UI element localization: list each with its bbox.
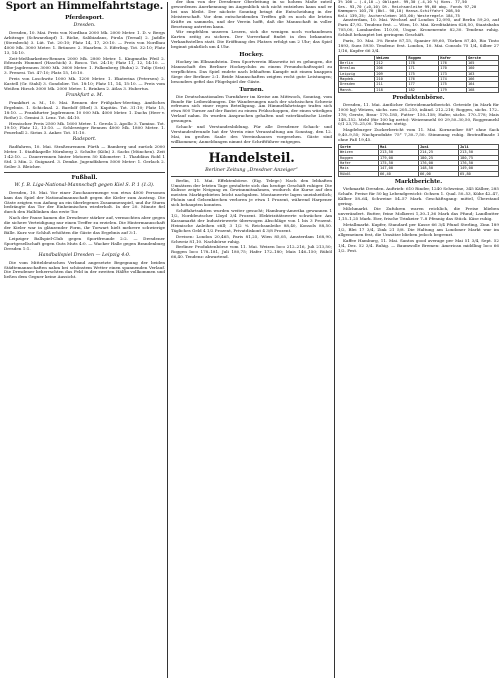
- divider: [4, 172, 165, 173]
- table-cell: 147,00: [379, 166, 419, 171]
- article-paragraph: Kaffee Hamburg, 11. Mai. Santos good average per Mai 51 3/4, Sept. 52 1/4, Dez. 52 3/4. Ruhig. — Baumwolle Bremen: American middling loco 66 1/2. Fest.: [338, 237, 499, 253]
- article-paragraph: Preis von Loschwitz 1000 Mk. 1200 Meter. 1. Ekaterina (Petersen) 2. Kastell (Gr. Stahl) 3. Gondolier. Tot. 18:10; Platz 11, 14, 15:10. — Preis vom Weißen Hirsch 3000 Mk. 2000 Meter. 1. Brinken 2. Atlas 3. Hubertus.: [4, 76, 165, 91]
- section-heading: Produktenbörse.: [392, 94, 445, 101]
- table-header-cell: Roggen: [407, 55, 439, 60]
- table-cell: 212: [375, 61, 407, 66]
- article-paragraph: Zeit-Meßbarkeiten-Rennen 2000 Mk. 2800 Meter. 1. Kingmuths Pfeil 2. Edwards Hummel (Haschick) 3. Bosco. Tot. 24:10; Platz 11, 12, 14:10. — Elbe-Jagdrennen 3000 Mk. 3600 Meter. 1. Falkenberg (Ruhn) 2. Tulip (Seiz) 3. Frenesi. Tot. 47:10; Platz 15, 16:10.: [4, 55, 165, 76]
- section-heading: Turnen.: [239, 86, 264, 93]
- table-cell: Mannh.: [339, 87, 375, 92]
- table-cell: Mais: [339, 166, 379, 171]
- table-cell: 206: [375, 66, 407, 71]
- table-cell: 180,75: [459, 155, 499, 160]
- table-cell: 210: [375, 76, 407, 81]
- table-cell: 65,80: [459, 171, 499, 176]
- table-cell: Roggen: [339, 155, 379, 160]
- article-paragraph: Hessischer Preis 2500 Mk. 1600 Meter. 1. Gerola 2. Apollo 3. Tamino. Tot. 19:10; Platz 12, 13:10. — Schleswiger Rennen 4000 Mk. 1800 Meter. 1. Feuerball 2. Sirius 3. Anker. Tot. 51:10.: [4, 120, 165, 136]
- article-paragraph: der ihm von der Dresdener Oberleitung in so hohem Maße zuteil gewordenen Anerkennung im Augenblick sich nicht entziehen kann und er bei uns bleibt. Der nächste Sonntag bringt die Entscheidung in der Meisterschaft. Vor dem entscheidenden Treffen gilt es noch die letzten Kräfte zu sammeln, und der Verein hofft, daß die Mannschaft in voller Besetzung antreten kann.: [171, 0, 332, 29]
- table-cell: 175: [439, 82, 467, 87]
- table-cell: 211: [375, 82, 407, 87]
- table-cell: 175,50: [379, 160, 419, 165]
- table-cell: 160: [466, 66, 498, 71]
- table-header-cell: Weizen: [375, 55, 407, 60]
- table-cell: 164: [466, 82, 498, 87]
- table-cell: 176,00: [419, 160, 459, 165]
- table-cell: 213,50: [379, 150, 419, 155]
- article-paragraph: Schiffahrtsaktien wurden weiter gesucht; Hamburg-Amerika gewannen 1 1/2, Norddeutscher Lloyd 3/4 Prozent. Elektrizitätswerte schwächer. Am Kassamarkt der Industriewerte überwogen Abschläge von 1 bis 3 Prozent. Heimische Anleihen still; 3 1/2 % Reichsanleihe 88,40, Konsols 88,50. Tägliches Geld 4 1/2 Prozent, Privatdiskont 4 3/8 Prozent.: [171, 208, 332, 233]
- place-heading: Frankfurt a. M.: [65, 92, 104, 98]
- quote-line: Kali 139,25; Aschersleben 163,00; Westeregeln 184,75: [338, 12, 460, 18]
- handel-headline: Handelsteil.: [208, 150, 295, 166]
- table-header-cell: Juni: [419, 145, 459, 150]
- article-paragraph: Dresden, 10. Mai. Preis von Nordbau 2000 Mk. 2000 Meter. 1. D. v. Bergs Arbitrage (Schwarzkopf) 1. Ricke, Salibiadans, Pirola (Ternal) 2. Jaddle (Sternbeck) 3. Lüt. Tot. 20:10; Platz 14, 17, 20:10. — Preis von Nordbau 4000 Mk. 3000 Meter. 1. Brünner. 2. Haarlem. 3. Eiferling. Tot. 32:10; Platz 13, 14:10.: [4, 30, 165, 55]
- table-cell: Rüböl: [339, 171, 379, 176]
- table-header-cell: Juli: [459, 145, 499, 150]
- table-header-cell: Mai: [379, 145, 419, 150]
- article-paragraph: Paris, 10. Mai. 3% Rente 87,15, Spanier 89,60, Türken 87,40, Rio Tinto 1893, Suez 5930. Tendenz: fest. London, 10. Mai. Consols 75 1/4, Silber 27 1/16, Kupfer 66 3/4.: [338, 38, 499, 53]
- article-paragraph: Nach der Pause kamen die Dresdener stärker auf, vermochten aber gegen die sichere Verteidigung nur einen Treffer zu erzielen. Die Hintermannschaft der Kieler war in glänzender Form, ihr Torwart hielt mehrere schwierige Bälle. Kurz vor Schluß erhöhten die Gäste das Ergebnis auf 3:1.: [4, 215, 165, 235]
- table-cell: 173: [439, 71, 467, 76]
- table-cell: 182: [407, 87, 439, 92]
- table-cell: Weizen: [339, 150, 379, 155]
- table-cell: 178: [407, 61, 439, 66]
- table-cell: Magdeb.: [339, 76, 375, 81]
- table-cell: 214,25: [419, 150, 459, 155]
- table-cell: 166: [466, 76, 498, 81]
- table-cell: 148,50: [419, 166, 459, 171]
- grain-price-table: [338, 55, 499, 93]
- place-heading: Radsport.: [72, 137, 97, 143]
- column-right: [338, 0, 499, 680]
- table-row: [339, 87, 499, 92]
- table-cell: 165: [466, 61, 498, 66]
- quote-line: Kammgarn 103,70 (Bbl. 98,10) Hansa-Schiffahrt 208,50: [338, 8, 460, 14]
- section-heading: Pferdesport.: [65, 15, 104, 21]
- article-paragraph: Magdeburger Zuckerbericht vom 11. Mai. Kornzucker 88° ohne Sack 9,40–9,55; Nachprodukte 75° 7,30–7,50. Stimmung ruhig. Brotraffinade I ohne Faß 19,45.: [338, 127, 499, 143]
- table-header-cell: Sorte: [339, 145, 379, 150]
- table-cell: Breslau: [339, 66, 375, 71]
- quote-line: 3% 100 — (-4,10 —) Obligat. 99,30 (-4,10 %) Kons. 77,50: [338, 0, 467, 4]
- column-rule: [334, 2, 335, 678]
- table-cell: 176,50: [459, 160, 499, 165]
- futures-price-table: [338, 144, 499, 177]
- article-paragraph: Frankfurt a. M., 10. Mai. Rennen der Frühjahrs-Meeting. Amtliches Ergebnis. 1. Schicksal. 2. Bardolf (Ebel) 3. Kapitän. Tot. 31:10; Platz 15, 18:10. — Frankfurter Jagdrennen 10 000 Mk. 4000 Meter. 1. Dachs (Herr v. Rothe) 2. Gemini 3. Lenz. Tot. 44:10.: [4, 99, 165, 120]
- table-cell: 179,00: [379, 155, 419, 160]
- table-cell: 174: [439, 76, 467, 81]
- table-cell: 66,00: [419, 171, 459, 176]
- column-middle: [171, 0, 332, 680]
- table-cell: 163: [466, 71, 498, 76]
- quote-line: Ges. 93,70 (+0,10) Dt. Reichsanleihe 99,60 abg. Fonds 97,20: [338, 3, 477, 9]
- article-paragraph: Hockey im Elbsandstein. Dem Sportverein Blasewitz ist es gelungen, die Mannschaft des Berliner Hockeyclubs zu einem Freundschaftsspiel zu verpflichten. Das Spiel endete nach lebhaftem Kampfe mit einem knappen Siege der Berliner 2:1. Beide Mannschaften zeigten recht gute Leistungen; besonders gefiel das Flügelspiel der Gäste.: [171, 59, 332, 84]
- sport-headline: Sport an Himmelfahrtstage.: [5, 1, 164, 12]
- table-cell: 171: [407, 66, 439, 71]
- article-paragraph: Metallmarkt. Kupfer, Standard per Kasse 66 3/4 Pfund Sterling, Zinn 189 1/2, Blei 17 3/4, Zink 21 5/8. Die Haltung am Londoner Markt war im allgemeinen fest, die Umsätze blieben jedoch begrenzt.: [338, 222, 499, 237]
- article-paragraph: Schach- und Verstandesbildung. Für alle Dresdener Schach- und Verstandesfreunde hat der Verein eine Veranstaltung am Sonntag, den 12. Mai, im großen Saale des Vereinshauses vorgesehen. Gäste sind willkommen; Anmeldungen nimmt der Schriftführer entgegen.: [171, 124, 332, 144]
- table-cell: Berlin: [339, 61, 375, 66]
- table-cell: 218: [375, 87, 407, 92]
- table-cell: 213,50: [459, 150, 499, 155]
- table-cell: 176: [407, 76, 439, 81]
- article-paragraph: Milchmarkt. Die Zufuhren waren reichlich, die Preise blieben unverändert. Butter, feine Molkerei 1,30–1,36 Mark das Pfund; Landbutter 1,15–1,25 Mark. Eier, frische Trinkeier 7–8 Pfennig das Stück. Käse ruhig.: [338, 206, 499, 222]
- article-paragraph: Viehmarkt Dresden. Auftrieb: 610 Rinder, 1240 Schweine, 345 Kälber, 285 Schafe. Preise für 50 kg Lebendgewicht: Ochsen 1. Qual. 50–53, Kühe 42–47, Kälber 58–64, Schweine 54–57 Mark. Geschäftsgang: mittel, Überstand gering.: [338, 185, 499, 206]
- section-heading: Fußball.: [71, 174, 98, 181]
- table-cell: 209: [375, 71, 407, 76]
- table-row: [339, 171, 499, 176]
- article-subheading: Berliner Zeitung „Dresdner Anzeiger“: [205, 167, 298, 173]
- article-paragraph: Die Deutschnationalen Turnfahrer im Kreise am Mittwoch, Sonntag, vom Bunde für Leibesübungen. Die Wanderungen nach der sächsischen Schweiz erfreuen sich einer regen Beteiligung. Am Himmelfahrtstage trafen sich etwa 800 Turner auf der Bastei zu einem Frühschoppen, der einen würdigen Verlauf nahm. Es wurden Ansprachen gehalten und vaterländische Lieder gesungen.: [171, 93, 332, 124]
- divider: [171, 176, 332, 177]
- article-paragraph: Berlin, 11. Mai. Effektenbörse. (Eig. Telegr.) Nach den lebhaften Umsätzen der letzten Tage gestaltete sich das heutige Geschäft ruhiger. Die Kulisse zeigte Neigung zu Gewinnmitnahmen, wodurch die Kurse auf den meisten Marktgebieten leicht nachgaben. Montanwerte lagen uneinheitlich; Phönix und Gelsenkirchen verloren je etwa 1 Prozent, während Harpener sich behaupten konnten.: [171, 177, 332, 208]
- place-heading: Dresden.: [73, 23, 96, 28]
- table-cell: Dresden: [339, 82, 375, 87]
- divider: [171, 147, 332, 148]
- article-paragraph: Berliner Produktenbörse vom 11. Mai. Weizen loco 212–216, Juli 213,50; Roggen loco 178–181, Juli 180,75; Hafer 172–180; Mais 146–150; Rüböl 66,40. Tendenz: abwartend.: [171, 244, 332, 260]
- article-subheading: W. f. B. Liga-National-Mannschaft gegen Kiel S. P. 1 (1:3).: [14, 182, 155, 188]
- article-paragraph: Leipziger Ballspiel-Club gegen Sportfreunde 2:2. — Dresdener Sportgesellschaft gegen Guts Muts 4:0. — Wacker Halle gegen Brandenburg Dresden 1:1.: [4, 235, 165, 251]
- column-left: [4, 0, 165, 680]
- article-paragraph: Dresden, 10. Mai. Vor einer Zuschauermenge von etwa 4000 Personen kam das Spiel der Nationalmannschaft gegen die Kieler zum Austrag. Die Gäste zeigten von Anfang an ein überlegenes Zusammenspiel, und ihr Sturm bedrängte das Tor der Einheimischen wiederholt. In der 20. Minute fiel durch den Halblinken das erste Tor.: [4, 189, 165, 215]
- table-cell: 177: [407, 82, 439, 87]
- article-paragraph: Dresden, 11. Mai. Amtlicher Getreidemarktbericht. Getreide (in Mark für 1000 kg) Weizen, sächs. neu 205–210, inländ. 212–216; Roggen, sächs. 172–178; Gerste, Brau- 170–185, Futter- 150–158; Hafer, sächs. 170–178; Mais 148–152. Mehl (für 100 kg netto): Weizenmehl 00 29,50–30,50, Roggenmehl 0/1 23,75–25,00. Tendenz: stetig.: [338, 101, 499, 127]
- table-cell: 179: [439, 87, 467, 92]
- article-paragraph: Radfahren, 10. Mai. Straßenrennen Fürth — Bamberg und zurück 2000 Meter. 1. Stadtkapelle Nürnberg 2. Schulte (Köln) 3. Sachs (München). Zeit 1:42:10. — Dauerrennen hinter Motoren 50 Kilometer: 1. Thaddäus Robl 1 Std. 2 Min. 2. Guignard. 3. Demke. Jugendfahren 5000 Meter: 1. Gerlach 2. Seiler 3. Bleicher.: [4, 144, 165, 169]
- article-paragraph: Die vom Mitteldeutschen Verband angesetzte Begegnung der beiden Städtemannschaften nahm bei schönstem Wetter einen spannenden Verlauf. Die Dresdener beherrschten das Feld in der zweiten Hälfte vollkommen und ließen dem Gegner keine Aussicht.: [4, 259, 165, 280]
- table-cell: 149,00: [459, 166, 499, 171]
- table-cell: Leipzig: [339, 71, 375, 76]
- column-rule: [167, 2, 168, 678]
- table-cell: 176: [439, 61, 467, 66]
- table-cell: 175: [407, 71, 439, 76]
- table-header-cell: Hafer: [439, 55, 467, 60]
- table-cell: 168: [466, 87, 498, 92]
- table-cell: 180,25: [419, 155, 459, 160]
- table-cell: 170: [439, 66, 467, 71]
- article-paragraph: Wir empfehlen unseren Lesern, sich die wenigen noch vorhandenen Karten zeitig zu sichern. Der Vorverkauf findet in den bekannten Verkaufsstellen statt. Die Eröffnung des Platzes erfolgt um 2 Uhr; das Spiel beginnt pünktlich um 4 Uhr.: [171, 29, 332, 50]
- article-paragraph: Devisen: London 20,465, Paris 81,25, Wien 85,05, Amsterdam 168,90, Schweiz 81,10. Nachbörse ruhig.: [171, 233, 332, 244]
- article-paragraph: Amsterdam, 10. Mai. Wechsel auf London 12,095, auf Berlin 59,20, auf Paris 47,92. Tendenz fest. — Wien, 10. Mai. Kreditaktien 628,50, Staatsbahn 705,00, Lombarden 110,00, Ungar. Kronenrente 82,30. Tendenz ruhig. Schluß behauptet bei geringem Geschäft.: [338, 17, 499, 38]
- table-cell: Hafer: [339, 160, 379, 165]
- section-heading: Marktberichte.: [394, 178, 443, 185]
- article-subheading: Handballspiel Dresden — Leipzig 4:0.: [38, 252, 131, 258]
- table-cell: 66,40: [379, 171, 419, 176]
- table-header-cell: Gerste: [466, 55, 498, 60]
- section-heading: Hockey.: [239, 52, 264, 59]
